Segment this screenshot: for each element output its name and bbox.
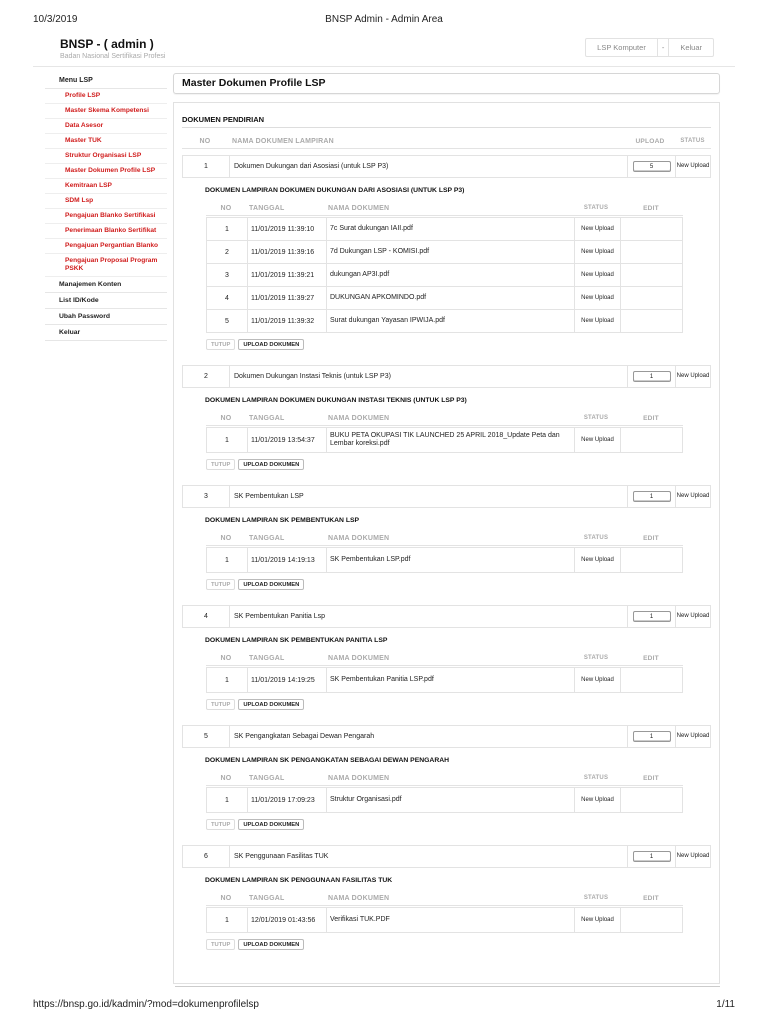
attachment-section-title: DOKUMEN LAMPIRAN SK PEMBENTUKAN PANITIA LSP bbox=[205, 637, 388, 644]
tutup-button[interactable]: TUTUP bbox=[206, 579, 235, 590]
attachment-file-link[interactable]: Surat dukungan Yayasan IPWIJA.pdf bbox=[326, 310, 574, 332]
attachment-date: 11/01/2019 13:54:37 bbox=[247, 428, 326, 452]
attachment-section-title: DOKUMEN LAMPIRAN DOKUMEN DUKUNGAN INSTASI TEKNIS (UNTUK LSP P3) bbox=[205, 397, 467, 404]
document-no: 3 bbox=[204, 493, 208, 500]
attachment-table-header bbox=[206, 892, 683, 906]
attachment-table-header bbox=[206, 202, 683, 216]
header-nama-dokumen: NAMA DOKUMEN bbox=[328, 534, 390, 542]
document-row bbox=[182, 365, 711, 388]
attachment-status: New Upload bbox=[574, 218, 620, 240]
document-row bbox=[182, 485, 711, 508]
attachment-no: 4 bbox=[225, 294, 229, 302]
print-footer bbox=[33, 999, 735, 1011]
attachment-date: 11/01/2019 11:39:21 bbox=[247, 264, 326, 286]
upload-cell bbox=[627, 846, 675, 867]
header-no: NO bbox=[220, 535, 232, 542]
header-edit: EDIT bbox=[643, 655, 659, 662]
upload-count-button[interactable]: 1 bbox=[633, 371, 671, 382]
attachment-table-header bbox=[206, 772, 683, 786]
attachment-edit-cell[interactable] bbox=[620, 788, 682, 812]
attachment-row bbox=[206, 547, 683, 573]
sidebar-item-data-asesor[interactable]: Data Asesor bbox=[45, 119, 167, 134]
document-no: 5 bbox=[204, 733, 208, 740]
sidebar-item-proposal-pskk[interactable]: Pengajuan Proposal Program PSKK bbox=[45, 254, 167, 277]
document-status: New Upload bbox=[675, 156, 710, 177]
attachment-date: 11/01/2019 17:09:23 bbox=[247, 788, 326, 812]
document-no: 6 bbox=[204, 853, 208, 860]
attachment-row bbox=[206, 286, 683, 310]
document-status: New Upload bbox=[675, 846, 710, 867]
sidebar-item-list-id[interactable]: List ID/Kode bbox=[45, 293, 167, 309]
header-nama-dokumen: NAMA DOKUMEN bbox=[328, 894, 390, 902]
header-status: STATUS bbox=[680, 138, 705, 144]
upload-cell bbox=[627, 486, 675, 507]
attachment-status: New Upload bbox=[574, 908, 620, 932]
document-name: SK Penggunaan Fasilitas TUK bbox=[229, 846, 627, 867]
header-no: NO bbox=[220, 415, 232, 422]
print-url: https://bnsp.go.id/kadmin/?mod=dokumenprofilelsp bbox=[33, 999, 259, 1010]
attachment-actions bbox=[206, 699, 304, 710]
header-edit: EDIT bbox=[643, 775, 659, 782]
header-edit: EDIT bbox=[643, 205, 659, 212]
attachment-edit-cell[interactable] bbox=[620, 287, 682, 309]
header-divider bbox=[33, 66, 735, 67]
attachment-no: 3 bbox=[225, 271, 229, 279]
header-edit: EDIT bbox=[643, 415, 659, 422]
tutup-button[interactable]: TUTUP bbox=[206, 819, 235, 830]
attachment-file-link[interactable]: SK Pembentukan LSP.pdf bbox=[326, 548, 574, 572]
attachment-date: 11/01/2019 11:39:32 bbox=[247, 310, 326, 332]
attachment-table-header bbox=[206, 412, 683, 426]
document-name: SK Pengangkatan Sebagai Dewan Pengarah bbox=[229, 726, 627, 747]
attachment-section-title: DOKUMEN LAMPIRAN SK PENGANGKATAN SEBAGAI DEWAN PENGARAH bbox=[205, 757, 450, 764]
upload-cell bbox=[627, 156, 675, 177]
header-no: NO bbox=[220, 895, 232, 902]
attachment-section-title: DOKUMEN LAMPIRAN SK PEMBENTUKAN LSP bbox=[205, 517, 360, 524]
attachment-row bbox=[206, 787, 683, 813]
document-status: New Upload bbox=[675, 726, 710, 747]
header-status: STATUS bbox=[583, 655, 609, 661]
section-title: DOKUMEN PENDIRIAN bbox=[182, 115, 265, 124]
attachment-row bbox=[206, 309, 683, 333]
main-content bbox=[173, 73, 720, 984]
section-divider bbox=[182, 127, 711, 128]
attachment-table-header bbox=[206, 652, 683, 666]
header-nama-dokumen: NAMA DOKUMEN bbox=[328, 204, 390, 212]
upload-count-button[interactable]: 5 bbox=[633, 161, 671, 172]
attachment-section-title: DOKUMEN LAMPIRAN DOKUMEN DUKUNGAN DARI ASOSIASI (UNTUK LSP P3) bbox=[205, 187, 465, 194]
header-status: STATUS bbox=[583, 775, 609, 781]
attachment-date: 12/01/2019 01:43:56 bbox=[247, 908, 326, 932]
sidebar-item-sdm[interactable]: SDM Lsp bbox=[45, 194, 167, 209]
print-page-number: 1/11 bbox=[716, 999, 735, 1010]
sidebar-item-profile-lsp[interactable]: Profile LSP bbox=[45, 89, 167, 104]
header-tanggal: TANGGAL bbox=[249, 775, 285, 782]
sidebar-item-master-skema[interactable]: Master Skema Kompetensi bbox=[45, 104, 167, 119]
attachment-no: 1 bbox=[225, 676, 229, 684]
header-no: NO bbox=[220, 775, 232, 782]
upload-cell bbox=[627, 366, 675, 387]
sidebar-item-ubah-password[interactable]: Ubah Password bbox=[45, 309, 167, 325]
document-name: Dokumen Dukungan dari Asosiasi (untuk LSP P3) bbox=[229, 156, 627, 177]
attachment-edit-cell[interactable] bbox=[620, 241, 682, 263]
sidebar-item-master-dokumen[interactable]: Master Dokumen Profile LSP bbox=[45, 164, 167, 179]
attachment-file-link[interactable]: SK Pembentukan Panitia LSP.pdf bbox=[326, 668, 574, 692]
attachment-date: 11/01/2019 11:39:27 bbox=[247, 287, 326, 309]
upload-dokumen-button[interactable]: UPLOAD DOKUMEN bbox=[238, 939, 304, 950]
upload-count-button[interactable]: 1 bbox=[633, 731, 671, 742]
print-date: 10/3/2019 bbox=[33, 14, 78, 25]
attachment-actions bbox=[206, 339, 304, 350]
header-tanggal: TANGGAL bbox=[249, 415, 285, 422]
attachment-actions bbox=[206, 459, 304, 470]
attachment-status: New Upload bbox=[574, 264, 620, 286]
document-no: 2 bbox=[204, 373, 208, 380]
attachment-row bbox=[206, 263, 683, 287]
attachment-row bbox=[206, 217, 683, 241]
attachment-actions bbox=[206, 579, 304, 590]
header-tanggal: TANGGAL bbox=[249, 535, 285, 542]
documents-panel bbox=[173, 102, 720, 984]
nav-keluar[interactable]: Keluar bbox=[680, 43, 702, 52]
header-status: STATUS bbox=[583, 535, 609, 541]
attachment-status: New Upload bbox=[574, 428, 620, 452]
attachment-file-link[interactable]: DUKUNGAN APKOMINDO.pdf bbox=[326, 287, 574, 309]
print-header bbox=[33, 14, 735, 26]
attachment-edit-cell[interactable] bbox=[620, 310, 682, 332]
document-name: SK Pembentukan Panitia Lsp bbox=[229, 606, 627, 627]
upload-dokumen-button[interactable]: UPLOAD DOKUMEN bbox=[238, 699, 304, 710]
header-status: STATUS bbox=[583, 415, 609, 421]
document-row bbox=[182, 605, 711, 628]
upload-cell bbox=[627, 726, 675, 747]
attachment-row bbox=[206, 907, 683, 933]
document-row bbox=[182, 725, 711, 748]
document-row bbox=[182, 845, 711, 868]
main-table-header bbox=[182, 135, 711, 149]
sidebar-item-master-tuk[interactable]: Master TUK bbox=[45, 134, 167, 149]
upload-count-button[interactable]: 1 bbox=[633, 611, 671, 622]
header-no: NO bbox=[199, 138, 211, 145]
header-upload: UPLOAD bbox=[635, 138, 665, 145]
attachment-status: New Upload bbox=[574, 310, 620, 332]
attachment-status: New Upload bbox=[574, 241, 620, 263]
header-status: STATUS bbox=[583, 895, 609, 901]
brand-subtitle: Badan Nasional Sertifikasi Profesi bbox=[60, 53, 166, 60]
attachment-table-header bbox=[206, 532, 683, 546]
attachment-file-link[interactable]: BUKU PETA OKUPASI TIK LAUNCHED 25 APRIL 2018_Update Peta dan Lembar koreksi.pdf bbox=[326, 428, 574, 452]
upload-count-button[interactable]: 1 bbox=[633, 851, 671, 862]
attachment-edit-cell[interactable] bbox=[620, 428, 682, 452]
sidebar-item-keluar[interactable]: Keluar bbox=[45, 325, 167, 341]
page-bottom-divider bbox=[175, 986, 720, 987]
upload-count-button[interactable]: 1 bbox=[633, 491, 671, 502]
page-title: Master Dokumen Profile LSP bbox=[173, 73, 720, 94]
sidebar bbox=[45, 73, 167, 341]
header-no: NO bbox=[220, 655, 232, 662]
header-nama: NAMA DOKUMEN LAMPIRAN bbox=[232, 138, 334, 145]
header-edit: EDIT bbox=[643, 895, 659, 902]
attachment-status: New Upload bbox=[574, 788, 620, 812]
tutup-button[interactable]: TUTUP bbox=[206, 699, 235, 710]
attachment-date: 11/01/2019 11:39:10 bbox=[247, 218, 326, 240]
tutup-button[interactable]: TUTUP bbox=[206, 339, 235, 350]
attachment-status: New Upload bbox=[574, 668, 620, 692]
header-tanggal: TANGGAL bbox=[249, 895, 285, 902]
attachment-date: 11/01/2019 14:19:13 bbox=[247, 548, 326, 572]
sidebar-item-pengajuan-blanko[interactable]: Pengajuan Blanko Sertifikasi bbox=[45, 209, 167, 224]
attachment-file-link[interactable]: 7d Dukungan LSP - KOMISI.pdf bbox=[326, 241, 574, 263]
nav-separator: - bbox=[657, 39, 670, 56]
header-nama-dokumen: NAMA DOKUMEN bbox=[328, 774, 390, 782]
attachment-no: 5 bbox=[225, 317, 229, 325]
header-status: STATUS bbox=[583, 205, 609, 211]
attachment-no: 1 bbox=[225, 556, 229, 564]
document-status: New Upload bbox=[675, 366, 710, 387]
attachment-date: 11/01/2019 11:39:16 bbox=[247, 241, 326, 263]
header-nama-dokumen: NAMA DOKUMEN bbox=[328, 654, 390, 662]
attachment-section-title: DOKUMEN LAMPIRAN SK PENGGUNAAN FASILITAS TUK bbox=[205, 877, 393, 884]
document-name: Dokumen Dukungan Instasi Teknis (untuk LSP P3) bbox=[229, 366, 627, 387]
attachment-row bbox=[206, 427, 683, 453]
attachment-no: 1 bbox=[225, 225, 229, 233]
attachment-edit-cell[interactable] bbox=[620, 218, 682, 240]
attachment-file-link[interactable]: 7c Surat dukungan IAII.pdf bbox=[326, 218, 574, 240]
attachment-status: New Upload bbox=[574, 548, 620, 572]
attachment-file-link[interactable]: Struktur Organisasi.pdf bbox=[326, 788, 574, 812]
upload-dokumen-button[interactable]: UPLOAD DOKUMEN bbox=[238, 339, 304, 350]
sidebar-item-penerimaan-blanko[interactable]: Penerimaan Blanko Sertifikat bbox=[45, 224, 167, 239]
attachment-status: New Upload bbox=[574, 287, 620, 309]
attachment-no: 1 bbox=[225, 796, 229, 804]
attachment-file-link[interactable]: dukungan AP3I.pdf bbox=[326, 264, 574, 286]
document-no: 1 bbox=[204, 163, 208, 170]
upload-dokumen-button[interactable]: UPLOAD DOKUMEN bbox=[238, 819, 304, 830]
header-tanggal: TANGGAL bbox=[249, 655, 285, 662]
sidebar-menu-lsp[interactable]: Menu LSP bbox=[45, 73, 167, 89]
document-row bbox=[182, 155, 711, 178]
attachment-actions bbox=[206, 939, 304, 950]
sidebar-item-pergantian-blanko[interactable]: Pengajuan Pergantian Blanko bbox=[45, 239, 167, 254]
sidebar-item-struktur-organisasi[interactable]: Struktur Organisasi LSP bbox=[45, 149, 167, 164]
attachment-no: 2 bbox=[225, 248, 229, 256]
brand-title[interactable]: BNSP - ( admin ) bbox=[60, 37, 154, 51]
attachment-file-link[interactable]: Verifikasi TUK.PDF bbox=[326, 908, 574, 932]
tutup-button[interactable]: TUTUP bbox=[206, 459, 235, 470]
document-no: 4 bbox=[204, 613, 208, 620]
attachment-no: 1 bbox=[225, 916, 229, 924]
attachment-actions bbox=[206, 819, 304, 830]
attachment-no: 1 bbox=[225, 436, 229, 444]
attachment-edit-cell[interactable] bbox=[620, 668, 682, 692]
top-nav bbox=[585, 38, 714, 57]
brand bbox=[60, 37, 165, 60]
document-status: New Upload bbox=[675, 606, 710, 627]
attachment-edit-cell[interactable] bbox=[620, 264, 682, 286]
print-title: BNSP Admin - Admin Area bbox=[325, 14, 443, 25]
sidebar-item-manajemen-konten[interactable]: Manajemen Konten bbox=[45, 277, 167, 293]
attachment-row bbox=[206, 667, 683, 693]
sidebar-item-kemitraan[interactable]: Kemitraan LSP bbox=[45, 179, 167, 194]
attachment-edit-cell[interactable] bbox=[620, 908, 682, 932]
header-tanggal: TANGGAL bbox=[249, 205, 285, 212]
document-status: New Upload bbox=[675, 486, 710, 507]
tutup-button[interactable]: TUTUP bbox=[206, 939, 235, 950]
document-name: SK Pembentukan LSP bbox=[229, 486, 627, 507]
header-nama-dokumen: NAMA DOKUMEN bbox=[328, 414, 390, 422]
nav-lsp-komputer[interactable]: LSP Komputer bbox=[597, 43, 646, 52]
attachment-row bbox=[206, 240, 683, 264]
header-no: NO bbox=[220, 205, 232, 212]
header-edit: EDIT bbox=[643, 535, 659, 542]
upload-dokumen-button[interactable]: UPLOAD DOKUMEN bbox=[238, 459, 304, 470]
upload-cell bbox=[627, 606, 675, 627]
upload-dokumen-button[interactable]: UPLOAD DOKUMEN bbox=[238, 579, 304, 590]
attachment-date: 11/01/2019 14:19:25 bbox=[247, 668, 326, 692]
attachment-edit-cell[interactable] bbox=[620, 548, 682, 572]
